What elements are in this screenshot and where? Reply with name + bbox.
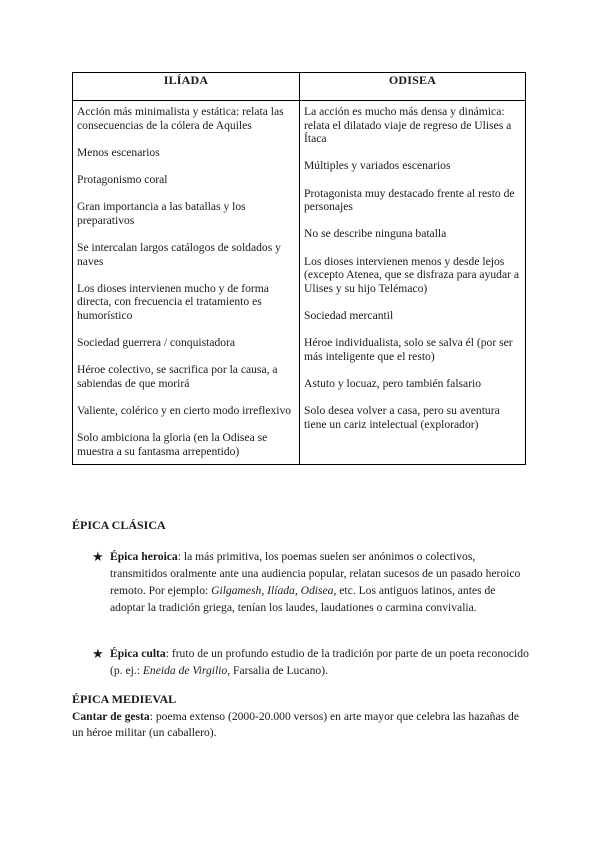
header-odisea: ODISEA: [300, 73, 526, 101]
iliada-item: Héroe colectivo, se sacrifica por la causa, a sabiendas de que morirá: [77, 363, 278, 390]
odisea-item: Los dioses intervienen menos y desde lejos (excepto Atenea, que se disfraza para ayudar a Ulises y su hijo Telémaco): [304, 254, 520, 295]
black-star-icon: ★: [92, 549, 104, 564]
cantar-de-gesta-paragraph: [72, 709, 532, 741]
odisea-item: Héroe individualista, solo se salva él (por ser más inteligente que el resto): [304, 336, 513, 363]
epica-heroica-term: Épica heroica: [110, 550, 178, 563]
iliada-item: Los dioses intervienen mucho y de forma directa, con frecuencia el tratamiento es humorístico: [77, 281, 269, 322]
epica-heroica-examples: Gilgamesh, Ilíada, Odisea: [211, 584, 334, 597]
epica-culta-text: [110, 645, 532, 679]
epica-clasica-heading: ÉPICA CLÁSICA: [72, 518, 166, 532]
list-item-epica-culta: [92, 645, 532, 679]
cantar-de-gesta-desc: : poema extenso (2000-20.000 versos) en arte mayor que celebra las hazañas de un héroe militar (un caballero).: [72, 710, 519, 739]
odisea-item: Astuto y locuaz, pero también falsario: [304, 376, 482, 390]
header-iliada: ILÍADA: [73, 73, 300, 101]
iliada-item: Sociedad guerrera / conquistadora: [77, 336, 236, 350]
odisea-item: Protagonista muy destacado frente al resto de personajes: [304, 186, 515, 214]
odisea-item: Múltiples y variados escenarios: [304, 159, 451, 173]
epica-heroica-text: [110, 548, 532, 616]
iliada-item: Protagonismo coral: [77, 172, 168, 186]
epica-culta-example: Eneida de Virgilio: [142, 664, 228, 677]
epica-medieval-heading: ÉPICA MEDIEVAL: [72, 692, 177, 706]
iliada-item: Solo ambiciona la gloria (en la Odisea se muestra a su fantasma arrepentido): [77, 431, 268, 458]
epica-culta-desc-2: , Farsalia de Lucano).: [227, 664, 328, 677]
odisea-item: Sociedad mercantil: [304, 308, 394, 322]
comparison-table: [72, 72, 526, 465]
epica-heroica-desc-2: , etc. Los antiguos latinos, antes de adoptar la tradición griega, tenían los laudes, laudationes o carmina convivalia.: [110, 584, 496, 614]
epica-culta-term: Épica culta: [110, 647, 166, 660]
odisea-item: No se describe ninguna batalla: [304, 227, 447, 241]
table-row: [73, 101, 526, 465]
iliada-item: Menos escenarios: [77, 145, 160, 159]
iliada-item: Acción más minimalista y estática: relata las consecuencias de la cólera de Aquiles: [77, 105, 284, 132]
odisea-item: Solo desea volver a casa, pero su aventura tiene un cariz intelectual (explorador): [304, 404, 500, 431]
list-item-epica-heroica: [92, 548, 532, 616]
table-header-row: [73, 73, 526, 101]
iliada-item: Se intercalan largos catálogos de soldados y naves: [77, 240, 281, 268]
iliada-item: Gran importancia a las batallas y los preparativos: [77, 200, 246, 227]
epica-heroica-desc-1: : la más primitiva, los poemas suelen ser anónimos o colectivos, transmitidos oralmente ante una audiencia popular, relatan sucesos de un pasado heroico remoto. Por ejemplo:: [110, 550, 521, 597]
iliada-column: [73, 101, 300, 465]
odisea-column: [300, 101, 526, 465]
epica-culta-desc-1: : fruto de un profundo estudio de la tradición por parte de un poeta reconocido (p. ej.:: [110, 647, 529, 677]
cantar-de-gesta-term: Cantar de gesta: [72, 710, 150, 723]
black-star-icon: ★: [92, 646, 104, 661]
odisea-item: La acción es mucho más densa y dinámica: relata el dilatado viaje de regreso de Ulises a Ítaca: [304, 105, 512, 146]
iliada-item: Valiente, colérico y en cierto modo irreflexivo: [77, 404, 292, 418]
